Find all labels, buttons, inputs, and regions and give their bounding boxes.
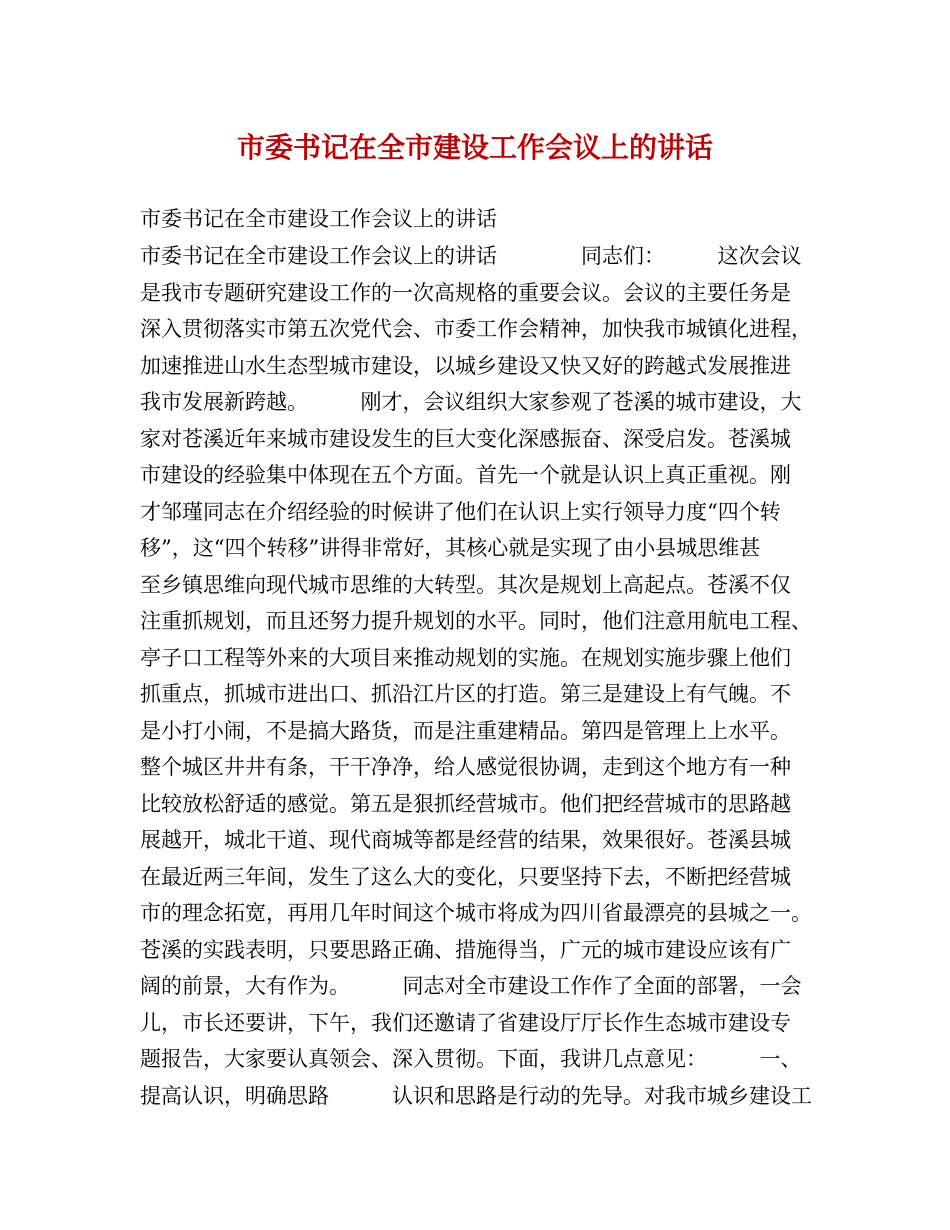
body-text-line: 提高认识，明确思路 认识和思路是行动的先导。对我市城乡建设工 <box>140 1083 812 1108</box>
body-text-line: 注重抓规划，而且还努力提升规划的水平。同时，他们注意用航电工程、 <box>140 609 812 633</box>
body-text-line: 我市发展新跨越。 刚才，会议组织大家参观了苍溪的城市建设，大 <box>140 390 802 414</box>
body-text-line: 市委书记在全市建设工作会议上的讲话 同志们： 这次会议 <box>140 244 802 268</box>
body-text-line: 市的理念拓宽，再用几年时间这个城市将成为四川省最漂亮的县城之一。 <box>140 901 812 925</box>
body-text-line: 市建设的经验集中体现在五个方面。首先一个就是认识上真正重视。刚 <box>140 463 791 487</box>
body-text-line: 是我市专题研究建设工作的一次高规格的重要会议。会议的主要任务是 <box>140 280 791 305</box>
body-text-line: 整个城区井井有条，干干净净，给人感觉很协调，走到这个地方有一种 <box>140 755 791 779</box>
body-text-line: 加速推进山水生态型城市建设，以城乡建设又快又好的跨越式发展推进 <box>140 353 791 378</box>
body-text-line: 在最近两三年间，发生了这么大的变化，只要坚持下去，不断把经营城 <box>140 864 791 889</box>
body-text-line: 苍溪的实践表明，只要思路正确、措施得当，广元的城市建设应该有广 <box>140 937 791 962</box>
document-subtitle: 市委书记在全市建设工作会议上的讲话 <box>140 207 497 231</box>
body-text-line: 是小打小闹，不是搞大路货，而是注重建精品。第四是管理上上水平。 <box>140 718 791 743</box>
body-text-line: 家对苍溪近年来城市建设发生的巨大变化深感振奋、深受启发。苍溪城 <box>140 426 791 451</box>
body-text-line: 题报告，大家要认真领会、深入贯彻。下面，我讲几点意见： 一、 <box>140 1047 802 1071</box>
body-text-line: 深入贯彻落实市第五次党代会、市委工作会精神，加快我市城镇化进程， <box>140 317 812 341</box>
body-text-line: 儿，市长还要讲，下午，我们还邀请了省建设厅厅长作生态城市建设专 <box>140 1010 791 1035</box>
body-text-line: 至乡镇思维向现代城市思维的大转型。其次是规划上高起点。苍溪不仅 <box>140 572 791 597</box>
body-text-line: 比较放松舒适的感觉。第五是狠抓经营城市。他们把经营城市的思路越 <box>140 791 791 816</box>
document-title: 市委书记在全市建设工作会议上的讲话 <box>236 131 713 164</box>
body-text-line: 亭子口工程等外来的大项目来推动规划的实施。在规划实施步骤上他们 <box>140 645 791 670</box>
body-text-line: 展越开，城北干道、现代商城等都是经营的结果，效果很好。苍溪县城 <box>140 828 791 852</box>
body-text-line: 才邹瑾同志在介绍经验的时候讲了他们在认识上实行领导力度“四个转 <box>140 499 781 524</box>
document-body <box>140 238 830 1114</box>
body-text-line: 移”，这“四个转移”讲得非常好，其核心就是实现了由小县城思维甚 <box>140 536 761 560</box>
body-text-line: 阔的前景，大有作为。 同志对全市建设工作作了全面的部署，一会 <box>140 974 802 998</box>
body-text-line: 抓重点，抓城市进出口、抓沿江片区的打造。第三是建设上有气魄。不 <box>140 682 791 706</box>
